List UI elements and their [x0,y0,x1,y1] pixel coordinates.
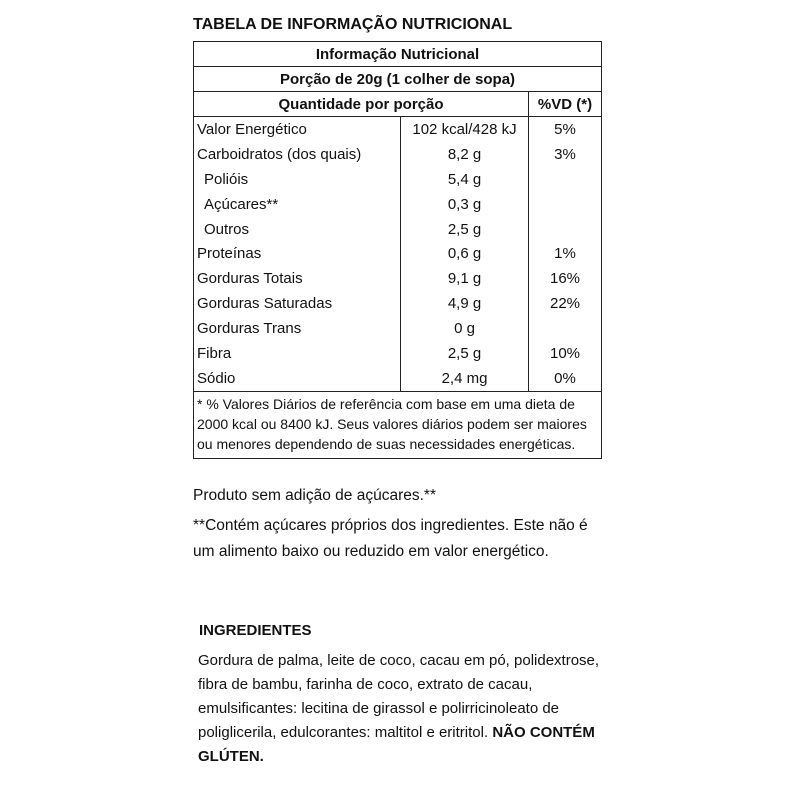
nutrient-amount: 102 kcal/428 kJ [401,117,529,142]
nutrient-dv: 1% [529,241,602,266]
table-row [194,366,602,391]
dv-column-header: %VD (*) [529,92,602,117]
column-header-row [194,92,602,117]
table-row [194,341,602,366]
nutrient-amount: 9,1 g [401,266,529,291]
nutrient-dv: 10% [529,341,602,366]
nutrient-dv: 16% [529,266,602,291]
ingredients-title: INGREDIENTES [199,622,312,639]
portion-size: Porção de 20g (1 colher de sopa) [194,67,602,92]
nutrient-amount: 0,3 g [401,192,529,217]
nutrient-name: Fibra [194,341,401,366]
nutrient-amount: 2,5 g [401,341,529,366]
nutrient-amount: 2,4 mg [401,366,529,391]
table-row [194,316,602,341]
product-note: Produto sem adição de açúcares.** [193,487,436,504]
nutrient-amount: 5,4 g [401,167,529,192]
sugar-note: **Contém açúcares próprios dos ingredientes. Este não é um alimento baixo ou reduzido em valor energético. [193,517,588,560]
nutrient-amount: 8,2 g [401,142,529,167]
nutrient-name: Outros [194,217,401,242]
footnote-row [194,391,602,458]
nutrient-dv: 3% [529,142,602,167]
nutrient-dv: 0% [529,366,602,391]
ingredients-list [198,649,613,769]
quantity-column-header: Quantidade por porção [194,92,529,117]
page-title: TABELA DE INFORMAÇÃO NUTRICIONAL [193,16,513,33]
dv-footnote: * % Valores Diários de referência com base em uma dieta de 2000 kcal ou 8400 kJ. Seus valores diários podem ser maiores ou menores dependendo de suas necessidades energéticas. [194,391,602,458]
nutrient-name: Carboidratos (dos quais) [194,142,401,167]
table-row [194,142,602,167]
nutrient-amount: 2,5 g [401,217,529,242]
nutrient-name: Gorduras Trans [194,316,401,341]
nutrient-name: Açúcares** [194,192,401,217]
nutrient-name: Valor Energético [194,117,401,142]
table-row [194,291,602,316]
table-row [194,117,602,142]
table-row [194,192,602,217]
nutrient-amount: 4,9 g [401,291,529,316]
portion-row [194,67,602,92]
table-heading-row [194,42,602,67]
nutrient-dv [529,316,602,341]
table-row [194,217,602,242]
nutrient-name: Gorduras Saturadas [194,291,401,316]
table-row [194,266,602,291]
nutrient-name: Proteínas [194,241,401,266]
ingredients-text: Gordura de palma, leite de coco, cacau em pó, polidextrose, fibra de bambu, farinha de coco, extrato de cacau, emulsificantes: lecitina de girassol e polirricinoleato de poliglicerila, edulcorantes: maltitol e eritritol. [198,652,600,741]
nutrient-name: Sódio [194,366,401,391]
nutrient-dv [529,167,602,192]
nutrient-dv: 22% [529,291,602,316]
nutrient-amount: 0 g [401,316,529,341]
nutrient-dv [529,192,602,217]
table-heading: Informação Nutricional [194,42,602,67]
gluten-warning: NÃO CONTÉM GLÚTEN. [198,724,595,765]
nutrient-dv [529,217,602,242]
nutrition-table [193,41,602,459]
nutrient-dv: 5% [529,117,602,142]
table-row [194,167,602,192]
nutrient-amount: 0,6 g [401,241,529,266]
nutrient-name: Gorduras Totais [194,266,401,291]
nutrient-name: Polióis [194,167,401,192]
table-row [194,241,602,266]
